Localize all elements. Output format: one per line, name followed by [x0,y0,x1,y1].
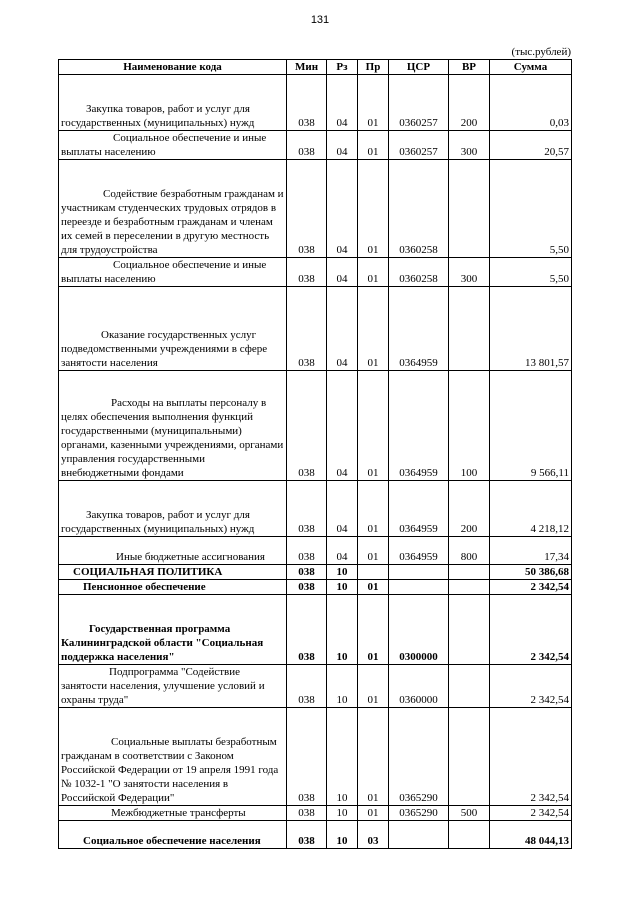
row-pr-cell: 03 [358,821,389,849]
row-min-cell: 038 [287,821,327,849]
row-pr-cell: 01 [358,665,389,708]
row-name-text: Социальное обеспечение и иные выплаты населению [61,259,267,285]
row-name-text: Социальные выплаты безработным гражданам в соответствии с Законом Российской Федерации от 19 апреля 1991 года № 1032-1 "О занятости населения в Российской Федерации" [61,736,279,804]
row-name-text: Оказание государственных услуг подведомственными учреждениями в сфере занятости населения [61,329,268,369]
table-row [59,665,572,708]
table-row [59,537,572,565]
row-sum-cell: 2 342,54 [490,580,572,595]
row-sum-cell: 5,50 [490,160,572,258]
table-row [59,287,572,371]
row-csr-cell [389,565,449,580]
row-rz-cell: 04 [327,537,358,565]
row-sum-cell: 2 342,54 [490,665,572,708]
row-pr-cell: 01 [358,131,389,160]
column-header-rz: Рз [327,60,358,75]
row-csr-cell: 0360257 [389,131,449,160]
row-rz-cell: 04 [327,75,358,131]
row-rz-cell: 04 [327,258,358,287]
table-row [59,131,572,160]
row-csr-cell: 0364959 [389,537,449,565]
row-pr-cell: 01 [358,160,389,258]
row-csr-cell: 0364959 [389,287,449,371]
row-name-cell [59,481,287,537]
row-name-text: Социальное обеспечение населения [83,835,261,847]
row-sum-cell: 48 044,13 [490,821,572,849]
column-header-vr: ВР [449,60,490,75]
table-row [59,595,572,665]
row-vr-cell [449,665,490,708]
row-sum-cell: 2 342,54 [490,708,572,806]
row-vr-cell: 500 [449,806,490,821]
row-vr-cell [449,595,490,665]
row-vr-cell: 200 [449,481,490,537]
row-csr-cell: 0360258 [389,258,449,287]
row-vr-cell: 300 [449,131,490,160]
column-header-csr: ЦСР [389,60,449,75]
row-name-cell [59,565,287,580]
table-row [59,481,572,537]
row-vr-cell: 200 [449,75,490,131]
row-rz-cell: 04 [327,160,358,258]
row-min-cell: 038 [287,565,327,580]
column-header-sum: Сумма [490,60,572,75]
row-pr-cell: 01 [358,806,389,821]
row-min-cell: 038 [287,131,327,160]
row-rz-cell: 10 [327,821,358,849]
row-rz-cell: 10 [327,580,358,595]
page-number: 131 [310,14,330,26]
table-row [59,75,572,131]
row-name-text: СОЦИАЛЬНАЯ ПОЛИТИКА [73,566,223,578]
row-name-cell [59,537,287,565]
row-csr-cell: 0365290 [389,806,449,821]
row-name-text: Иные бюджетные ассигнования [116,551,265,563]
table-row [59,565,572,580]
row-vr-cell [449,580,490,595]
row-min-cell: 038 [287,806,327,821]
budget-table [58,59,572,849]
row-rz-cell: 10 [327,595,358,665]
row-pr-cell [358,565,389,580]
row-vr-cell: 300 [449,258,490,287]
row-pr-cell: 01 [358,595,389,665]
row-pr-cell: 01 [358,708,389,806]
table-row [59,371,572,481]
row-min-cell: 038 [287,580,327,595]
row-name-text: Государственная программа Калининградской области "Социальная поддержка населения" [61,623,264,663]
row-sum-cell: 13 801,57 [490,287,572,371]
row-name-text: Закупка товаров, работ и услуг для государственных (муниципальных) нужд [61,509,255,535]
row-pr-cell: 01 [358,371,389,481]
row-name-text: Социальное обеспечение и иные выплаты населению [61,132,267,158]
row-vr-cell: 100 [449,371,490,481]
column-header-pr: Пр [358,60,389,75]
row-name-text: Межбюджетные трансферты [111,807,246,819]
row-name-cell [59,160,287,258]
row-vr-cell [449,160,490,258]
row-name-cell [59,821,287,849]
row-min-cell: 038 [287,75,327,131]
row-min-cell: 038 [287,595,327,665]
row-min-cell: 038 [287,160,327,258]
row-pr-cell: 01 [358,287,389,371]
row-name-cell [59,371,287,481]
row-min-cell: 038 [287,481,327,537]
row-sum-cell: 4 218,12 [490,481,572,537]
row-csr-cell: 0360258 [389,160,449,258]
row-min-cell: 038 [287,371,327,481]
row-name-cell [59,595,287,665]
row-rz-cell: 04 [327,287,358,371]
row-sum-cell: 17,34 [490,537,572,565]
row-pr-cell: 01 [358,258,389,287]
row-vr-cell [449,287,490,371]
row-name-cell [59,131,287,160]
table-row [59,160,572,258]
row-name-cell [59,580,287,595]
row-sum-cell: 20,57 [490,131,572,160]
row-name-text: Закупка товаров, работ и услуг для государственных (муниципальных) нужд [61,103,255,129]
table-row [59,806,572,821]
row-name-cell [59,665,287,708]
row-csr-cell [389,821,449,849]
row-min-cell: 038 [287,665,327,708]
row-vr-cell [449,708,490,806]
row-sum-cell: 2 342,54 [490,595,572,665]
row-pr-cell: 01 [358,481,389,537]
row-csr-cell: 0300000 [389,595,449,665]
row-pr-cell: 01 [358,75,389,131]
row-sum-cell: 50 386,68 [490,565,572,580]
table-row [59,258,572,287]
row-min-cell: 038 [287,537,327,565]
row-name-cell [59,75,287,131]
row-csr-cell: 0365290 [389,708,449,806]
row-csr-cell: 0360257 [389,75,449,131]
row-name-cell [59,708,287,806]
table-row [59,708,572,806]
table-header-row [59,60,572,75]
row-name-cell [59,258,287,287]
column-header-min: Мин [287,60,327,75]
row-csr-cell [389,580,449,595]
row-rz-cell: 10 [327,565,358,580]
row-min-cell: 038 [287,708,327,806]
row-name-text: Содействие безработным гражданам и участникам студенческих трудовых отрядов в переезде и безработным гражданам и членам их семей в переселении в другую местность для трудоустройства [61,188,284,256]
row-sum-cell: 9 566,11 [490,371,572,481]
row-sum-cell: 0,03 [490,75,572,131]
row-name-cell [59,806,287,821]
row-name-text: Расходы на выплаты персоналу в целях обеспечения выполнения функций государственными (муниципальными) органами, казенными учреждениями, органами управления государственными внебюджетными фондами [61,397,284,479]
row-vr-cell [449,821,490,849]
row-rz-cell: 10 [327,806,358,821]
row-name-text: Пенсионное обеспечение [83,581,206,593]
row-rz-cell: 04 [327,481,358,537]
row-csr-cell: 0360000 [389,665,449,708]
row-name-cell [59,287,287,371]
row-sum-cell: 2 342,54 [490,806,572,821]
row-rz-cell: 04 [327,131,358,160]
row-sum-cell: 5,50 [490,258,572,287]
row-rz-cell: 10 [327,665,358,708]
column-header-name: Наименование кода [59,60,287,75]
row-rz-cell: 04 [327,371,358,481]
row-rz-cell: 10 [327,708,358,806]
row-min-cell: 038 [287,258,327,287]
row-pr-cell: 01 [358,580,389,595]
units-label: (тыс.рублей) [511,46,571,58]
row-csr-cell: 0364959 [389,371,449,481]
row-csr-cell: 0364959 [389,481,449,537]
row-name-text: Подпрограмма "Содействие занятости населения, улучшение условий и охраны труда" [61,666,265,706]
row-pr-cell: 01 [358,537,389,565]
row-vr-cell [449,565,490,580]
table-row [59,821,572,849]
table-row [59,580,572,595]
row-min-cell: 038 [287,287,327,371]
row-vr-cell: 800 [449,537,490,565]
